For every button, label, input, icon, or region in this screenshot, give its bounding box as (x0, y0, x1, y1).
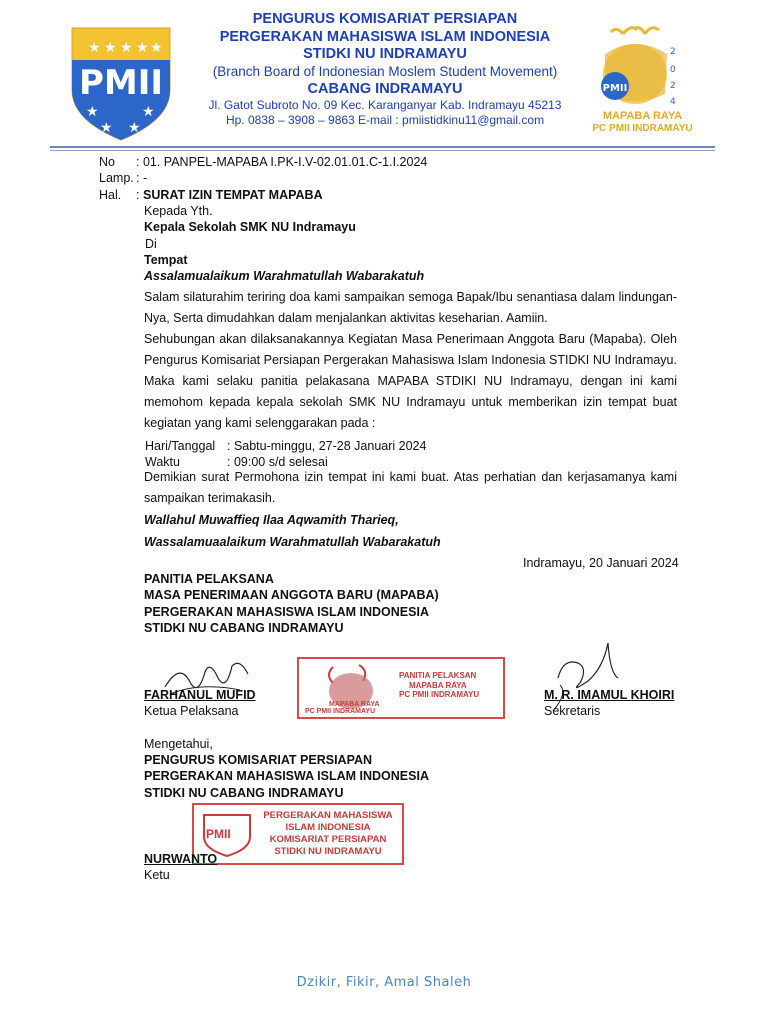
paragraph-1: Salam silaturahim teriring doa kami sampaikan semoga Bapak/Ibu senantiasa dalam lindungan-Nya, Serta dimudahkan dalam menjalankan aktivitas keseharian. Aamiin. (144, 290, 677, 325)
greeting: Assalamualaikum Warahmatullah Wabarakatuh (144, 269, 425, 283)
right-signer-role: Sekretaris (544, 704, 601, 718)
svg-text:★: ★ (86, 104, 99, 120)
committee-line-2: MASA PENERIMAAN ANGGOTA BARU (MAPABA) (144, 588, 439, 602)
recipient-name: Kepala Sekolah SMK NU Indramayu (144, 220, 356, 234)
paragraph-3: Demikian surat Permohona izin tempat ini kami buat. Atas perhatian dan kerjasamanya kami sampaikan terimakasih. (144, 470, 677, 505)
committee-stamp-text-5: PC PMII INDRAMAYU (305, 708, 376, 715)
committee-stamp-text-4: MAPABA RAYA (329, 701, 380, 708)
committee-stamp-text-1: PANITIA PELAKSAN (399, 671, 477, 680)
kepada-yth: Kepada Yth. (144, 204, 213, 218)
committee-line-1: PANITIA PELAKSANA (144, 572, 274, 586)
svg-text:0: 0 (670, 65, 676, 75)
recipient-place: Tempat (144, 253, 188, 267)
committee-line-4: STIDKI NU CABANG INDRAMAYU (144, 621, 344, 635)
svg-text:PMII: PMII (602, 83, 628, 94)
hari-label: Hari/Tanggal (145, 439, 216, 453)
org-title-3: STIDKI NU INDRAMAYU (303, 46, 467, 62)
svg-text:★: ★ (104, 40, 117, 56)
hari-value: : Sabtu-minggu, 27-28 Januari 2024 (227, 439, 427, 453)
committee-stamp-text-3: PC PMII INDRAMAYU (399, 690, 480, 699)
lamp-value: : - (136, 171, 148, 185)
org-title-4: CABANG INDRAMAYU (307, 81, 463, 97)
komisariat-stamp-text-2: ISLAM INDONESIA (285, 822, 371, 833)
left-signer-role: Ketua Pelaksana (144, 704, 239, 718)
waktu-value: : 09:00 s/d selesai (227, 455, 328, 469)
mapaba-logo-text-1: MAPABA RAYA (602, 110, 683, 122)
svg-text:★: ★ (120, 40, 133, 56)
org-title-1: PENGURUS KOMISARIAT PERSIAPAN (252, 11, 518, 27)
svg-text:★: ★ (150, 40, 163, 56)
committee-stamp-text-2: MAPABA RAYA (409, 681, 467, 690)
komisariat-stamp (192, 803, 404, 865)
svg-text:2: 2 (670, 81, 676, 91)
recipient-di: Di (145, 237, 157, 251)
svg-text:★: ★ (128, 120, 141, 136)
committee-line-3: PERGERAKAN MAHASISWA ISLAM INDONESIA (144, 605, 429, 619)
approval-line-1: PENGURUS KOMISARIAT PERSIAPAN (144, 753, 373, 767)
org-title-english: (Branch Board of Indonesian Moslem Student Movement) (212, 64, 558, 79)
komisariat-stamp-text-4: STIDKI NU INDRAMAYU (274, 846, 382, 857)
komisariat-stamp-text-1: PERGERAKAN MAHASISWA (263, 810, 393, 821)
svg-text:★: ★ (142, 104, 155, 120)
approval-line-2: PERGERAKAN MAHASISWA ISLAM INDONESIA (144, 769, 429, 783)
svg-text:★: ★ (88, 40, 101, 56)
mapaba-logo-text-2: PC PMII INDRAMAYU (592, 123, 693, 134)
approver-name: NURWANTO (144, 852, 218, 866)
mengetahui: Mengetahui, (144, 737, 213, 751)
mapaba-logo (575, 24, 710, 136)
footer-motto: Dzikir, Fikir, Amal Shaleh (296, 975, 472, 990)
org-title-2: PERGERAKAN MAHASISWA ISLAM INDONESIA (219, 29, 551, 45)
header-divider-thin (50, 150, 715, 151)
waktu-label: Waktu (145, 455, 180, 469)
komisariat-stamp-text-3: KOMISARIAT PERSIAPAN (269, 834, 387, 845)
svg-text:★: ★ (136, 40, 149, 56)
date-line: Indramayu, 20 Januari 2024 (523, 556, 679, 570)
svg-text:PMII: PMII (78, 63, 164, 103)
no-value: : 01. PANPEL-MAPABA I.PK-I.V-02.01.01.C-1.I.2024 (136, 155, 428, 169)
closing-1: Wallahul Muwaffieq Ilaa Aqwamith Tharieq, (144, 513, 399, 527)
hal-value: SURAT IZIN TEMPAT MAPABA (143, 188, 323, 202)
komisariat-stamp-logo: PMII (206, 827, 231, 841)
svg-text:★: ★ (100, 120, 113, 136)
org-contact: Hp. 0838 – 3908 – 9863 E-mail : pmiistidkinu11@gmail.com (225, 113, 545, 127)
approver-role: Ketu (144, 868, 170, 882)
org-address: Jl. Gatot Subroto No. 09 Kec. Karanganyar Kab. Indramayu 45213 (208, 98, 562, 112)
left-signer-name: FARHANUL MUFID (144, 688, 256, 702)
closing-2: Wassalamuaalaikum Warahmatullah Wabarakatuh (144, 535, 441, 549)
header-divider (50, 146, 715, 148)
approval-line-3: STIDKI NU CABANG INDRAMAYU (144, 786, 344, 800)
svg-text:4: 4 (670, 97, 676, 107)
committee-stamp (297, 657, 505, 719)
right-signer-name: M. R. IMAMUL KHOIRI (544, 688, 675, 702)
svg-text:2: 2 (670, 47, 676, 57)
paragraph-2: Sehubungan akan dilaksanakannya Kegiatan Masa Penerimaan Anggota Baru (Mapaba). Oleh Pengurus Komisariat Persiapan Pergerakan Mahasiswa Islam Indonesia STIDKI NU Indramayu. Maka kami selaku panitia pelakasana MAPABA STDIKI NU Indramayu, dengan ini kami memohom kepada kepala sekolah SMK NU Indramayu untuk memberikan izin tempat buat kegiatan yang kami selenggarakan pada : (144, 332, 677, 430)
lamp-label: Lamp. (99, 171, 134, 185)
hal-label: Hal. (99, 188, 122, 202)
no-label: No (99, 155, 115, 169)
